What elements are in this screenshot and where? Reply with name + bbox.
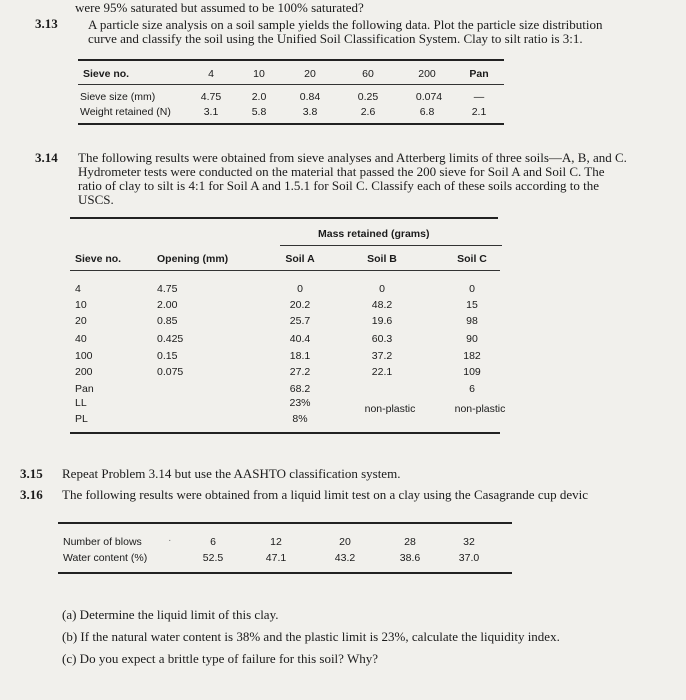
label-liquid-limit: LL — [75, 397, 87, 409]
group-header-rule — [280, 245, 502, 246]
water-content-cell: 52.5 — [202, 552, 224, 564]
weight-cell: 2.6 — [360, 106, 376, 118]
cell-soil-a: 27.2 — [289, 366, 311, 378]
problem-3-13-text-line-2: curve and classify the soil using the Unified Soil Classification System. Clay to silt ratio is 3:1. — [88, 31, 583, 46]
row-label-weight-retained: Weight retained (N) — [80, 106, 171, 118]
table-top-rule — [58, 522, 512, 524]
blows-cell: 20 — [339, 536, 351, 548]
cell-soil-a: 25.7 — [289, 315, 311, 327]
cell-soil-b: 60.3 — [371, 333, 393, 345]
cell-soil-b: 0 — [379, 283, 385, 295]
header-rule — [78, 84, 504, 85]
sieve-size-cell: 0.074 — [415, 91, 443, 103]
weight-cell: 3.1 — [203, 106, 219, 118]
problem-number-3-13: 3.13 — [35, 16, 58, 31]
cell-sieve-no: 4 — [75, 283, 81, 295]
water-content-cell: 37.0 — [458, 552, 480, 564]
weight-cell: 6.8 — [419, 106, 435, 118]
cell-opening: 0.425 — [157, 333, 184, 345]
label-water-content: Water content (%) — [63, 552, 148, 564]
cell-sieve-no: 200 — [75, 366, 93, 378]
cell-sieve-no: 100 — [75, 350, 93, 362]
cell-sieve-no: 10 — [75, 299, 87, 311]
label-plastic-limit: PL — [75, 413, 88, 425]
sieve-no-cell: 200 — [418, 68, 436, 80]
label-number-of-blows: Number of blows — [63, 536, 142, 548]
problem-number-3-14: 3.14 — [35, 150, 58, 165]
weight-cell: 2.1 — [471, 106, 487, 118]
cell-soil-a: 0 — [297, 283, 303, 295]
water-content-cell: 47.1 — [265, 552, 287, 564]
question-c: (c) Do you expect a brittle type of failure for this soil? Why? — [62, 651, 378, 666]
blows-cell: 32 — [463, 536, 475, 548]
cell-opening: 0.15 — [157, 350, 178, 362]
problem-3-14-text-line-4: USCS. — [78, 192, 114, 207]
cell-soil-a: 20.2 — [289, 299, 311, 311]
soil-a-liquid-limit: 23% — [289, 397, 311, 409]
sieve-size-cell: 0.25 — [357, 91, 379, 103]
cell-sieve-no: 20 — [75, 315, 87, 327]
cell-soil-b: 37.2 — [371, 350, 393, 362]
table-top-rule — [78, 59, 504, 61]
sieve-size-cell: 0.84 — [299, 91, 321, 103]
table-bottom-rule — [78, 123, 504, 125]
soil-c-non-plastic: non-plastic — [454, 403, 506, 415]
sieve-no-cell: 20 — [304, 68, 316, 80]
problem-number-3-16: 3.16 — [20, 487, 43, 502]
water-content-cell: 43.2 — [334, 552, 356, 564]
header-soil-a: Soil A — [285, 253, 315, 265]
cell-soil-c: 0 — [469, 283, 475, 295]
weight-cell: 3.8 — [302, 106, 318, 118]
cell-opening: 2.00 — [157, 299, 178, 311]
cell-soil-a: 40.4 — [289, 333, 311, 345]
sieve-no-cell: 60 — [362, 68, 374, 80]
header-soil-c: Soil C — [457, 253, 487, 265]
cell-opening: 0.85 — [157, 315, 178, 327]
cell-soil-b: 22.1 — [371, 366, 393, 378]
cell-opening: 0.075 — [157, 366, 184, 378]
row-label-sieve-no: Sieve no. — [83, 68, 130, 80]
problem-3-16-text: The following results were obtained from a liquid limit test on a clay using the Casagrande cup devic — [62, 487, 588, 502]
header-sieve-no: Sieve no. — [75, 253, 122, 265]
header-rule — [70, 270, 500, 271]
cell-soil-a: 68.2 — [289, 383, 311, 395]
sieve-size-cell: 4.75 — [200, 91, 222, 103]
soil-b-non-plastic: non-plastic — [364, 403, 416, 415]
cell-soil-c: 182 — [463, 350, 481, 362]
cell-soil-c: 15 — [466, 299, 478, 311]
cell-soil-b: 19.6 — [371, 315, 393, 327]
problem-number-3-15: 3.15 — [20, 466, 43, 481]
blows-cell: 12 — [270, 536, 282, 548]
sieve-size-cell: 2.0 — [251, 91, 267, 103]
problem-3-15-text: Repeat Problem 3.14 but use the AASHTO classification system. — [62, 466, 401, 481]
cell-soil-c: 109 — [463, 366, 481, 378]
cell-sieve-no: Pan — [75, 383, 94, 395]
sieve-no-cell: 4 — [208, 68, 214, 80]
header-soil-b: Soil B — [367, 253, 397, 265]
sieve-size-cell: — — [473, 91, 485, 103]
blows-cell: 6 — [210, 536, 216, 548]
cell-soil-b: 48.2 — [371, 299, 393, 311]
stray-dot-mark: · — [168, 534, 172, 546]
header-opening: Opening (mm) — [157, 253, 229, 265]
question-b: (b) If the natural water content is 38% and the plastic limit is 23%, calculate the liquidity index. — [62, 629, 560, 644]
cell-soil-c: 98 — [466, 315, 478, 327]
carryover-question-line: were 95% saturated but assumed to be 100% saturated? — [75, 0, 364, 15]
water-content-cell: 38.6 — [399, 552, 421, 564]
problem-3-14-text-line-1: The following results were obtained from sieve analyses and Atterberg limits of three soils—A, B, and C. — [78, 150, 627, 165]
problem-3-14-text-line-2: Hydrometer tests were conducted on the material that passed the 200 sieve for Soil A and Soil C. The — [78, 164, 605, 179]
cell-soil-a: 18.1 — [289, 350, 311, 362]
table-top-rule — [70, 217, 498, 219]
weight-cell: 5.8 — [251, 106, 267, 118]
cell-sieve-no: 40 — [75, 333, 87, 345]
group-header-mass-retained: Mass retained (grams) — [318, 228, 430, 240]
soil-a-plastic-limit: 8% — [292, 413, 308, 425]
blows-cell: 28 — [404, 536, 416, 548]
table-bottom-rule — [58, 572, 512, 574]
problem-3-13-text-line-1: A particle size analysis on a soil sample yields the following data. Plot the particle size distribution — [88, 17, 603, 32]
cell-opening: 4.75 — [157, 283, 178, 295]
question-a: (a) Determine the liquid limit of this clay. — [62, 607, 279, 622]
table-bottom-rule — [70, 432, 500, 434]
row-label-sieve-size: Sieve size (mm) — [80, 91, 156, 103]
cell-soil-c: 6 — [469, 383, 475, 395]
sieve-no-cell: Pan — [469, 68, 489, 80]
problem-3-14-text-line-3: ratio of clay to silt is 4:1 for Soil A and 1.5.1 for Soil C. Classify each of these soils according to the — [78, 178, 600, 193]
sieve-no-cell: 10 — [253, 68, 265, 80]
cell-soil-c: 90 — [466, 333, 478, 345]
